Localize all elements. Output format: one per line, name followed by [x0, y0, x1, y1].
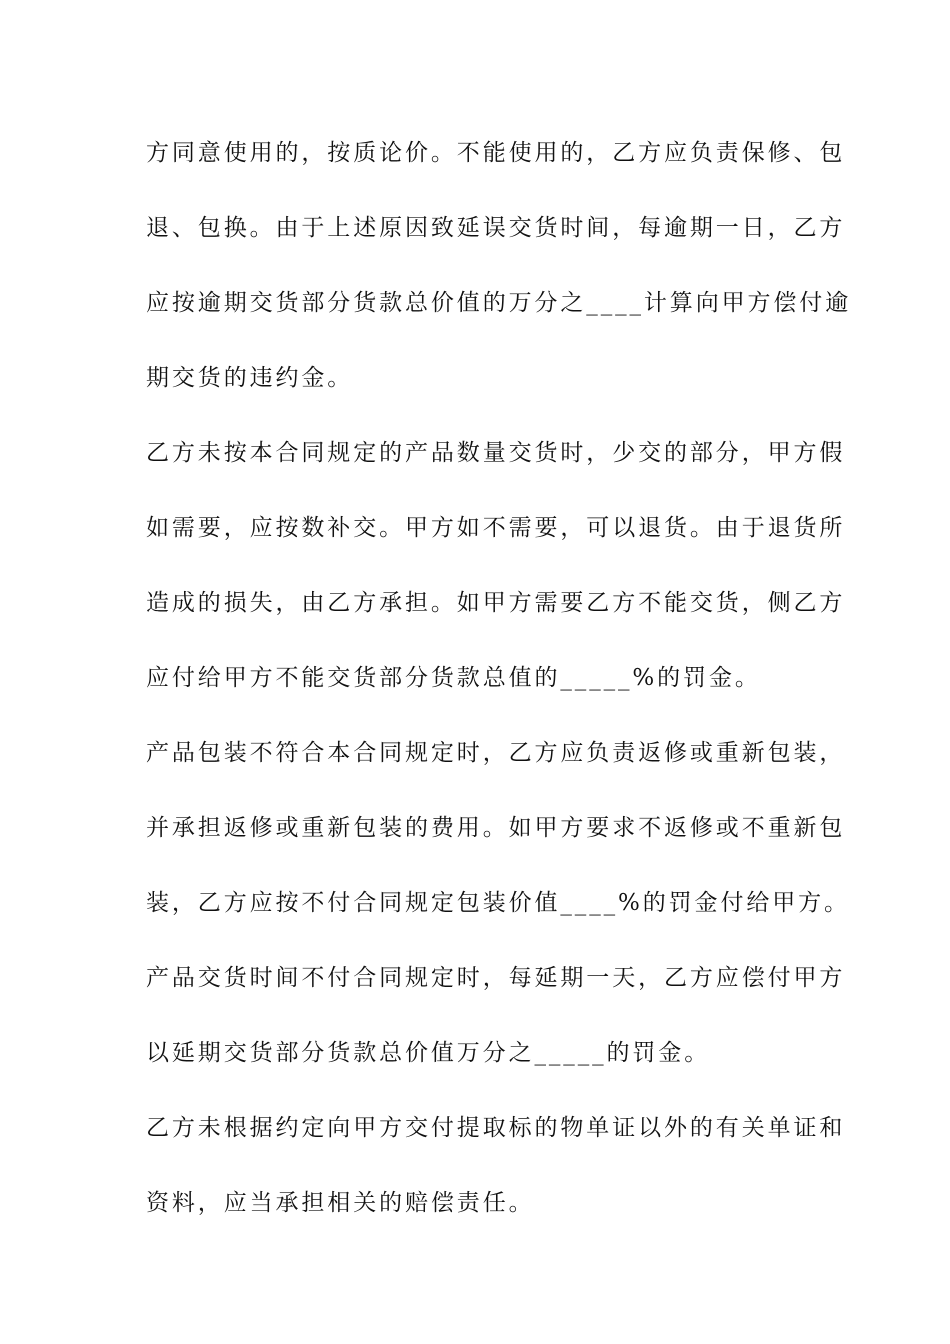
document-body — [146, 130, 852, 1255]
text-line-10: 并承担返修或重新包装的费用。如甲方要求不返修或不重新包 — [146, 815, 846, 841]
text-line-11: 装，乙方应按不付合同规定包装价值____%的罚金付给甲方。 — [146, 890, 850, 916]
text-line-8: 应付给甲方不能交货部分货款总值的_____%的罚金。 — [146, 665, 761, 691]
text-line-7: 造成的损失，由乙方承担。如甲方需要乙方不能交货，侧乙方 — [146, 590, 846, 616]
text-line-4: 期交货的违约金。 — [146, 365, 354, 391]
text-line-13: 以延期交货部分货款总价值万分之_____的罚金。 — [146, 1040, 711, 1066]
text-line-14: 乙方未根据约定向甲方交付提取标的物单证以外的有关单证和 — [146, 1115, 846, 1141]
text-line-3: 应按逾期交货部分货款总价值的万分之____计算向甲方偿付逾 — [146, 290, 852, 316]
text-line-1: 方同意使用的，按质论价。不能使用的，乙方应负责保修、包 — [146, 140, 846, 166]
text-line-12: 产品交货时间不付合同规定时，每延期一天，乙方应偿付甲方 — [146, 965, 846, 991]
text-line-5: 乙方未按本合同规定的产品数量交货时，少交的部分，甲方假 — [146, 440, 846, 466]
text-line-9: 产品包装不符合本合同规定时，乙方应负责返修或重新包装， — [146, 740, 846, 766]
text-line-15: 资料，应当承担相关的赔偿责任。 — [146, 1190, 535, 1216]
text-line-6: 如需要，应按数补交。甲方如不需要，可以退货。由于退货所 — [146, 515, 846, 541]
text-line-2: 退、包换。由于上述原因致延误交货时间，每逾期一日，乙方 — [146, 215, 846, 241]
